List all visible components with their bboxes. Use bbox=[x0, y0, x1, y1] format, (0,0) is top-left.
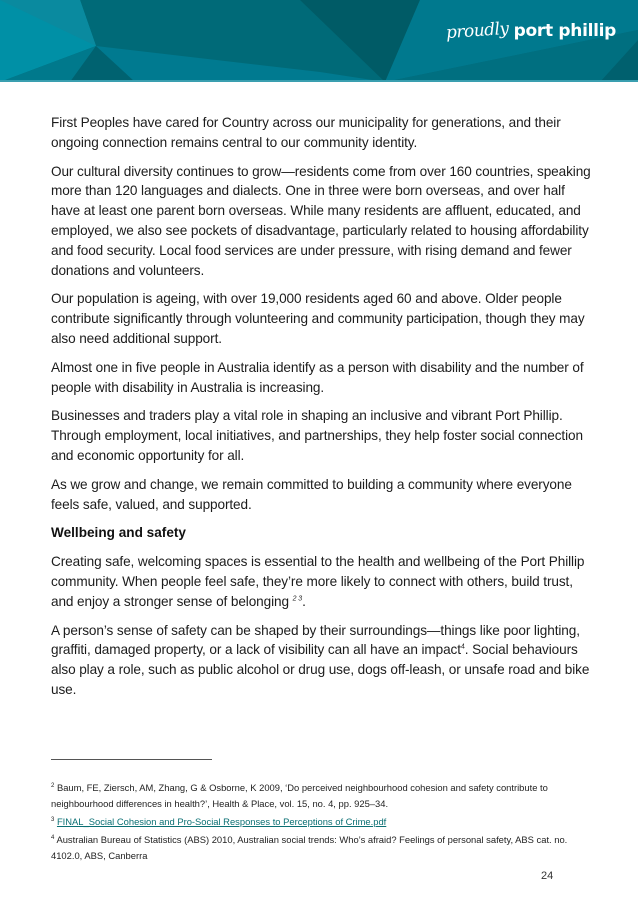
paragraph-ageing-population: Our population is ageing, with over 19,000 residents aged 60 and above. Older people contribute significantly through volunteering and community participation, though they may also need additional support. bbox=[51, 291, 585, 346]
page-header-banner bbox=[0, 0, 638, 82]
paragraph-first-peoples: First Peoples have cared for Country across our municipality for generations, and their ongoing connection remains central to our community identity. bbox=[51, 115, 561, 150]
footnote-3-pdf-link[interactable]: FINAL_Social Cohesion and Pro-Social Responses to Perceptions of Crime.pdf bbox=[56, 816, 387, 827]
section-heading-wellbeing: Wellbeing and safety bbox=[51, 525, 186, 541]
footnote-ref-4[interactable]: 4 bbox=[460, 643, 465, 651]
logo-script-text: proudly bbox=[445, 18, 510, 44]
footnote-2: $^2$ Baum, FE, Ziersch, AM, Zhang, G & Osborne, K 2009, ‘Do perceived neighbourhood cohesion and safety contribute to neighbourhood differences in health?’, Health & Place, vol. 15, no. 4, pp. 925–34. bbox=[51, 782, 548, 809]
paragraph-safe-spaces: Creating safe, welcoming spaces is essential to the health and wellbeing of the Port Phillip community. When people feel safe, they’re more likely to connect with others, build trust, and enjoy a stronger sense of belonging $^{2 3}$. bbox=[51, 554, 585, 609]
footnote-separator bbox=[51, 759, 212, 760]
footnote-4: $^4$ Australian Bureau of Statistics (ABS) 2010, Australian social trends: Who’s afraid? Feelings of personal safety, ABS cat. no. 4102.0, ABS, Canberra bbox=[51, 834, 568, 861]
page-number: 24 bbox=[541, 870, 554, 882]
proudly-port-phillip-logo bbox=[445, 18, 617, 51]
footnotes bbox=[51, 780, 596, 866]
paragraph-commitment: As we grow and change, we remain committed to building a community where everyone feels safe, valued, and supported. bbox=[51, 476, 572, 512]
paragraph-cultural-diversity: Our cultural diversity continues to grow—residents come from over 160 countries, speaking more than 120 languages and dialects. One in three were born overseas, and over half have at least one parent born overseas. While many residents are affluent, educated, and employed, we also see pockets of disadvantage, particularly related to housing affordability and food security. Local food services are under pressure, with rising demand and fewer donations and volunteers. bbox=[51, 163, 591, 278]
paragraph-sense-of-safety: A person’s sense of safety can be shaped by their surroundings—things like poor lighting, graffiti, damaged property, or a lack of visibility can all have an impact$^4$. Social behaviours also play a role, such as public alcohol or drug use, dogs off-leash, or unsafe road and bike use. bbox=[51, 622, 590, 697]
document-body bbox=[51, 113, 596, 709]
logo-brand-text: port phillip bbox=[513, 21, 617, 41]
footnote-3: $^3$ FINAL_Social Cohesion and Pro-Social Responses to Perceptions of Crime.pdf bbox=[51, 816, 387, 827]
footnote-ref-2-3[interactable]: 2 3 bbox=[292, 595, 303, 603]
banner-accent-line bbox=[0, 80, 638, 82]
paragraph-disability: Almost one in five people in Australia identify as a person with disability and the number of people with disability in Australia is increasing. bbox=[51, 359, 584, 395]
paragraph-businesses: Businesses and traders play a vital role in shaping an inclusive and vibrant Port Phillip. Through employment, local initiatives, and partnerships, they help foster social connection and economic opportunity for all. bbox=[51, 408, 583, 463]
